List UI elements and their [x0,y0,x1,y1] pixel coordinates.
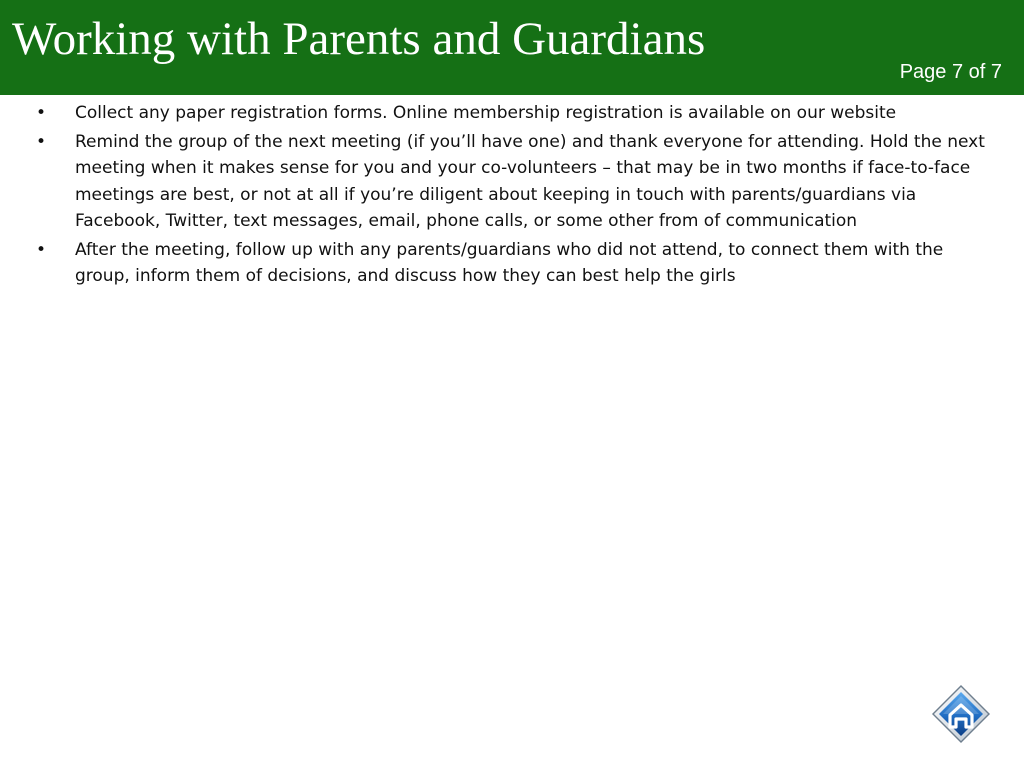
bullet-list [0,100,1010,290]
bullet-item [0,237,1010,290]
page-indicator: Page 7 of 7 [899,61,1002,83]
home-button[interactable] [931,684,991,744]
bullet-text: After the meeting, follow up with any parents/guardians who did not attend, to connect them with the group, inform them of decisions, and discuss how they can best help the girls [75,239,944,286]
bullet-point: • [36,239,47,260]
bullet-point: • [36,131,47,152]
bullet-point: • [36,103,47,123]
home-icon [931,684,991,744]
bullet-item [0,129,1010,235]
slide-content [0,100,1010,292]
bullet-text: Remind the group of the next meeting (if you’ll have one) and thank everyone for attending. Hold the next meeting when it makes sense for you and your co-volunteers – that may be in two months if face-to-face meetings are best, or not at all if you’re diligent about keeping in touch with parents/guardians via Facebook, Twitter, text messages, email, phone calls, or some other from of communication [75,131,985,231]
bullet-text: Collect any paper registration forms. Online membership registration is available on our website [75,103,897,123]
title-bar [0,0,1024,95]
slide-title: Working with Parents and Guardians [12,13,706,65]
bullet-item [0,100,1010,127]
